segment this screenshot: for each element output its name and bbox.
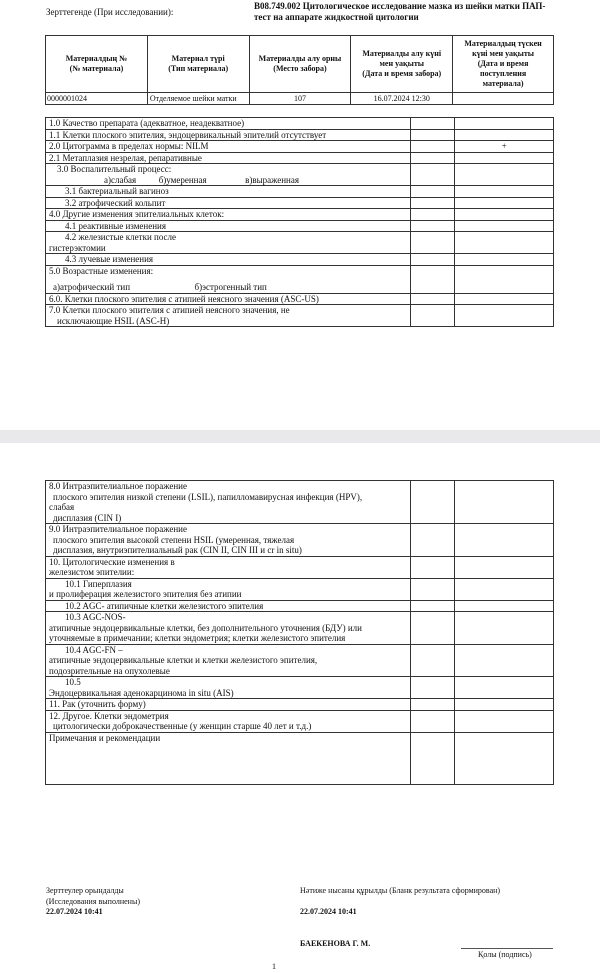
performed-date: 22.07.2024 10:41 — [46, 907, 103, 916]
result-row: 3.2 атрофический кольпит — [46, 197, 554, 209]
collection-site-cell: 107 — [249, 93, 351, 105]
material-type-cell: Отделяемое шейки матки — [147, 93, 249, 105]
result-row-other: 12. Другое. Клетки эндометрия цитологически доброкачественные (у женщин старше 40 лет и т.д.) — [46, 710, 554, 732]
col-header-collection-datetime: Материалды алу күні мен уақыты (Дата и время забора) — [351, 36, 453, 93]
result-row: 4.1 реактивные изменения — [46, 220, 554, 232]
result-row-nilm: 2.0 Цитограмма в пределах нормы: NILM + — [46, 141, 554, 153]
result-row-lsil: 8.0 Интраэпителиальное поражение плоского эпителия низкой степени (LSIL), папилломавирусная инфекция (HPV), слабая дисплазия (CIN I) — [46, 481, 554, 524]
results-table-page-1 — [45, 117, 554, 327]
option-severe: в)выраженная — [245, 174, 300, 185]
signature-label: Қолы (подпись) — [478, 950, 532, 959]
document-title: B08.749.002 Цитологическое исследование мазка из шейки матки ПАП- тест на аппарате жидкостной цитологии — [254, 1, 546, 22]
result-row: 3.1 бактериальный вагиноз — [46, 186, 554, 198]
result-row: 4.3 лучевые изменения — [46, 254, 554, 266]
doctor-name: БАЕКЕНОВА Г. М. — [300, 939, 371, 948]
result-row-inflammation: 3.0 Воспалительный процесс: а)слабая б)умеренная в)выраженная — [46, 164, 554, 186]
result-row: 1.0 Качество препарата (адекватное, неадекватное) — [46, 118, 554, 130]
collection-datetime-cell: 16.07.2024 12:30 — [351, 93, 453, 105]
result-row: 4.0 Другие изменения эпителиальных клеток: — [46, 209, 554, 221]
result-row-cancer: 11. Рак (уточнить форму) — [46, 699, 554, 711]
result-row-hsil: 9.0 Интраэпителиальное поражение плоского эпителия высокой степени HSIL (умеренная, тяжелая дисплазия, внутриэпителиальный рак (CIN II, CIN III и cr in situ) — [46, 524, 554, 557]
col-header-collection-site: Материалды алу орны (Место забора) — [249, 36, 351, 93]
option-estrogenic: б)эстрогенный тип — [194, 282, 267, 292]
document-page-2 — [0, 443, 600, 973]
result-row-asc-h: 7.0 Клетки плоского эпителия с атипией неясного значения, не исключающие HSIL (ASC-H) — [46, 305, 554, 327]
col-header-material-number: Материалдың № (№ материала) — [46, 36, 148, 93]
option-atrophic: а)атрофический тип — [53, 282, 131, 292]
material-row — [46, 93, 554, 105]
result-row: 4.2 железистые клетки после гистерэктомии — [46, 232, 554, 254]
result-row-agc-fn: 10.4 AGC-FN – атипичные эндоцервикальные клетки и клетки железистого эпителия, подозрительные на опухолевые — [46, 644, 554, 677]
col-header-receipt-datetime: Материалдың түскен күні мен уақыты (Дата и время поступления материала) — [453, 36, 554, 93]
option-moderate: б)умеренная — [158, 174, 207, 185]
result-row: 1.1 Клетки плоского эпителия, эндоцервикальный эпителий отсутствует — [46, 129, 554, 141]
material-table — [45, 35, 554, 105]
result-row-age-changes: 5.0 Возрастные изменения: а)атрофический тип б)эстрогенный тип — [46, 265, 554, 293]
results-table-page-2 — [45, 480, 554, 785]
performed-block: Зерттеулер орындалды (Исследования выполнены) 22.07.2024 10:41 — [46, 886, 140, 916]
result-form-date: 22.07.2024 10:41 — [300, 907, 357, 916]
result-row-notes — [46, 732, 554, 784]
result-row: 2.1 Метаплазия незрелая, репаративные — [46, 152, 554, 164]
result-row-ais: 10.5 Эндоцервикальная аденокарцинома in situ (AIS) — [46, 677, 554, 699]
option-weak: а)слабая — [104, 174, 137, 185]
signature-line — [461, 948, 553, 949]
receipt-datetime-cell — [453, 93, 554, 105]
result-row-agc-nos: 10.3 AGC-NOS- атипичные эндоцервикальные клетки, без дополнительного уточнения (БДУ) или уточняемые в примечании; клетки эндометрия; клетки железистого эпителия — [46, 612, 554, 645]
document-page-1 — [0, 0, 600, 430]
nilm-mark: + — [455, 141, 554, 153]
researched-label: Зерттегенде (При исследовании): — [46, 7, 174, 17]
result-row-hyperplasia: 10.1 Гиперплазия и пролиферация железистого эпителия без атипии — [46, 578, 554, 600]
page-mark: 1 — [272, 962, 276, 971]
result-row-agc: 10.2 AGC- атипичные клетки железистого эпителия — [46, 600, 554, 612]
result-row-glandular: 10. Цитологические изменения в железистом эпителии: — [46, 556, 554, 578]
notes-label: Примечания и рекомендации — [46, 732, 411, 784]
material-number-cell: 0000001024 — [46, 93, 148, 105]
col-header-material-type: Материал түрі (Тип материала) — [147, 36, 249, 93]
result-row-asc-us: 6.0. Клетки плоского эпителия с атипией неясного значения (ASC-US) — [46, 293, 554, 305]
result-form-label: Нәтиже нысаны құрылды (Бланк результата сформирован) — [300, 886, 501, 895]
material-table-header — [46, 36, 554, 93]
